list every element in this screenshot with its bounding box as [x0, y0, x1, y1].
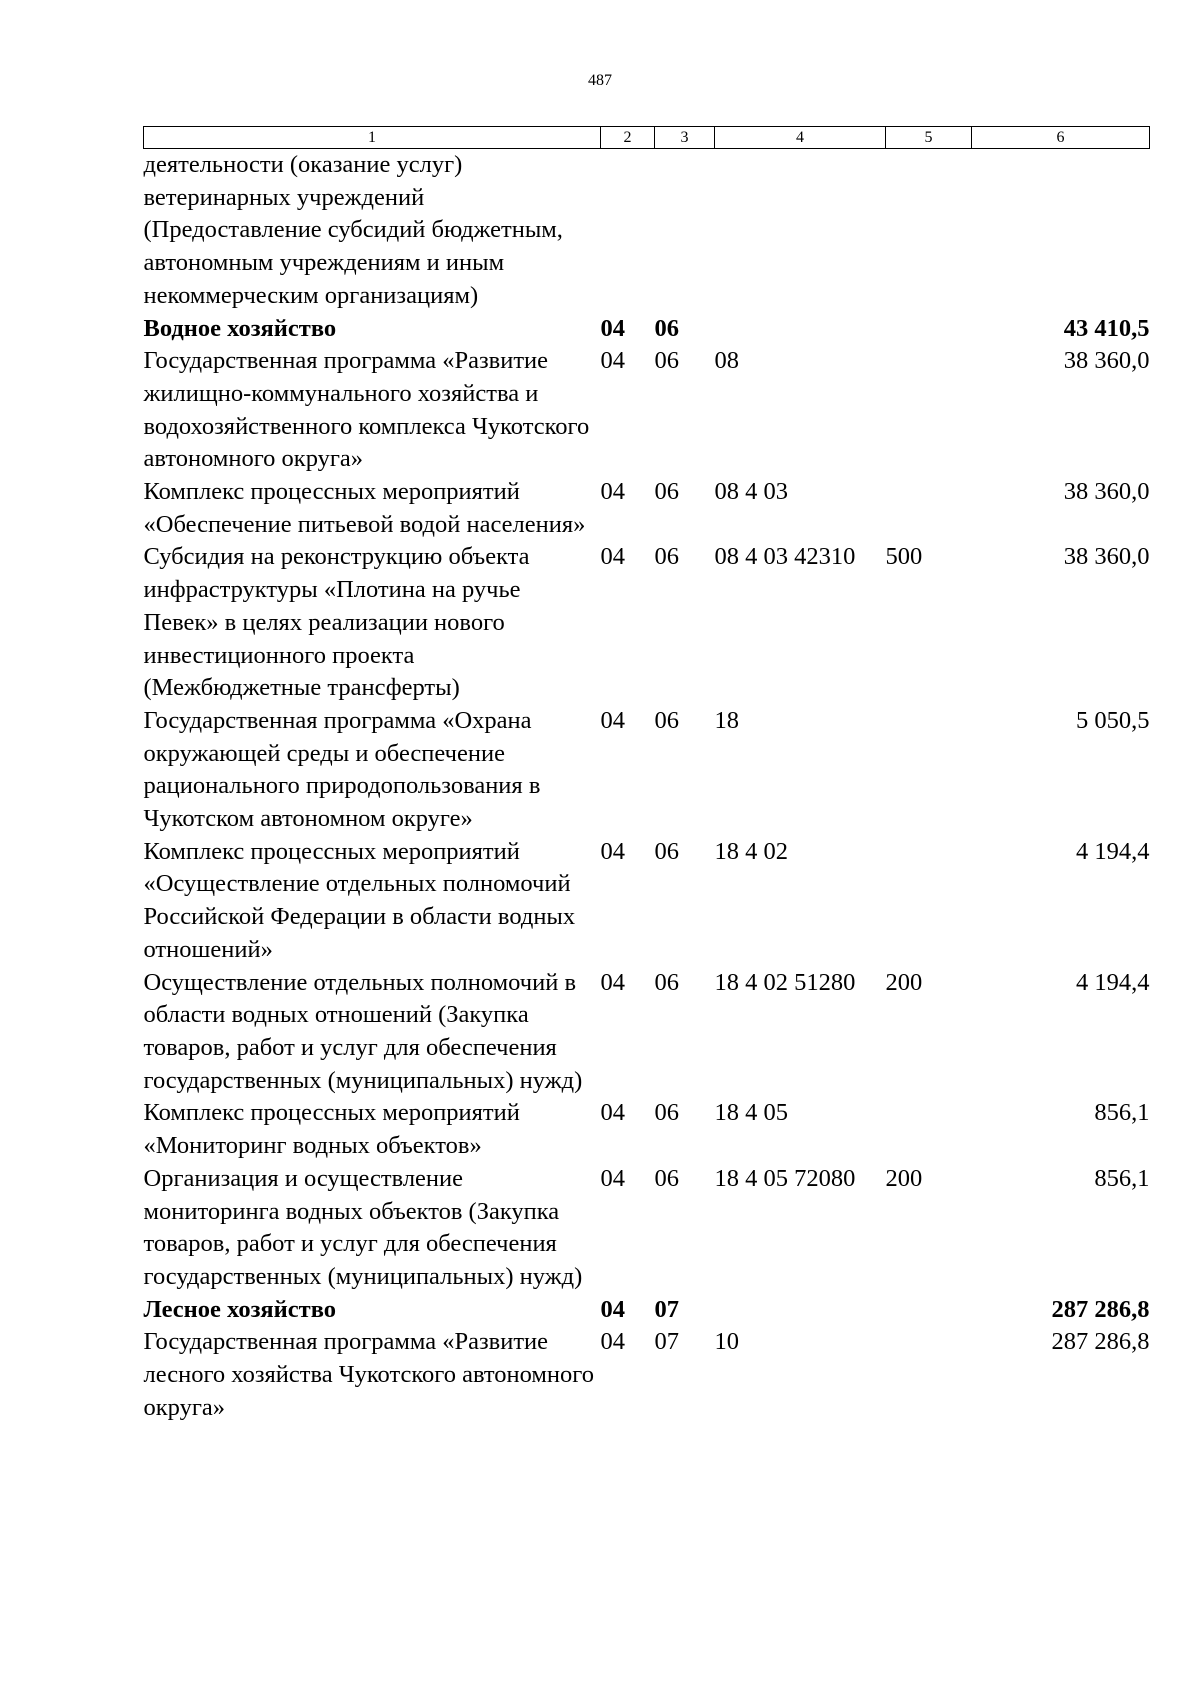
row-expense-type: 200 [885, 1164, 923, 1192]
row-subsection [655, 149, 715, 313]
row-section: 04 [600, 1164, 625, 1192]
row-name: Комплекс процессных мероприятий «Обеспечение питьевой водой населения» [143, 478, 586, 538]
row-expense-type [886, 1326, 972, 1424]
table-row [144, 705, 1150, 836]
column-header-name: 1 [144, 127, 601, 149]
row-amount: 38 360,0 [1063, 543, 1150, 571]
row-expense-type [886, 836, 972, 967]
row-expense-type [886, 313, 972, 346]
table-row [144, 476, 1150, 541]
row-section: 04 [600, 478, 625, 506]
column-header-pr: 3 [655, 127, 715, 149]
row-name: деятельности (оказание услуг) ветеринарных учреждений (Предоставление субсидий бюджетным, автономным учреждениям и иным некоммерческим организациям) [143, 151, 563, 309]
column-header-vr: 5 [886, 127, 972, 149]
row-target-article: 10 [714, 1328, 739, 1356]
row-expense-type [886, 345, 972, 476]
row-amount: 5 050,5 [1076, 706, 1150, 734]
row-name: Организация и осуществление мониторинга водных объектов (Закупка товаров, работ и услуг для обеспечения государственных (муниципальных) нужд) [143, 1164, 583, 1290]
row-amount: 38 360,0 [1063, 347, 1150, 375]
row-subsection: 06 [654, 478, 679, 506]
column-header-csr: 4 [715, 127, 886, 149]
row-subsection: 06 [654, 1164, 679, 1192]
row-section [601, 149, 655, 313]
row-target-article: 18 4 02 51280 [714, 968, 856, 996]
row-name: Водное хозяйство [143, 314, 337, 342]
column-header-rz: 2 [601, 127, 655, 149]
row-name: Субсидия на реконструкцию объекта инфраструктуры «Плотина на ручье Певек» в целях реализации нового инвестиционного проекта (Межбюджетные трансферты) [143, 543, 530, 702]
row-amount: 856,1 [1094, 1099, 1150, 1127]
budget-table [143, 126, 1150, 1424]
row-section: 04 [600, 837, 625, 865]
table-row [144, 836, 1150, 967]
row-subsection: 06 [654, 1099, 679, 1127]
row-name: Лесное хозяйство [143, 1295, 337, 1323]
row-section: 04 [600, 347, 625, 375]
row-name: Комплекс процессных мероприятий «Мониторинг водных объектов» [143, 1099, 520, 1160]
row-subsection: 06 [654, 968, 679, 996]
row-subsection: 06 [654, 314, 679, 342]
row-name: Осуществление отдельных полномочий в области водных отношений (Закупка товаров, работ и услуг для обеспечения государственных (муниципальных) нужд) [143, 968, 583, 1094]
column-number-header [144, 127, 1150, 149]
row-name: Государственная программа «Охрана окружающей среды и обеспечение рационального природопользования в Чукотском автономном округе» [143, 706, 541, 833]
table-row [144, 967, 1150, 1098]
row-subsection: 06 [654, 347, 679, 375]
table-row [144, 541, 1150, 705]
row-target-article [715, 1294, 886, 1327]
column-header-sum: 6 [972, 127, 1150, 149]
row-amount: 856,1 [1094, 1164, 1150, 1192]
row-section: 04 [600, 314, 625, 342]
table-row [144, 1097, 1150, 1162]
row-target-article [715, 313, 886, 346]
row-section: 04 [600, 1328, 625, 1356]
row-expense-type [886, 1097, 972, 1162]
row-expense-type [886, 705, 972, 836]
row-name: Государственная программа «Развитие жилищно-коммунального хозяйства и водохозяйственного комплекса Чукотского автономного округа» [143, 347, 590, 473]
row-amount: 4 194,4 [1076, 968, 1150, 996]
row-section: 04 [600, 1295, 625, 1323]
row-subsection: 06 [654, 706, 679, 734]
row-subsection: 07 [654, 1328, 679, 1356]
row-target-article: 08 4 03 42310 [714, 543, 856, 571]
section-row [144, 313, 1150, 346]
row-amount: 38 360,0 [1063, 478, 1150, 506]
row-subsection: 06 [654, 543, 679, 571]
row-amount: 4 194,4 [1076, 837, 1150, 865]
row-target-article [715, 149, 886, 313]
row-section: 04 [600, 1099, 625, 1127]
row-section: 04 [600, 543, 625, 571]
row-expense-type: 500 [885, 543, 923, 571]
row-target-article: 18 4 05 72080 [714, 1164, 856, 1192]
table-row [144, 1163, 1150, 1294]
row-amount [972, 149, 1150, 313]
row-target-article: 18 4 05 [714, 1099, 788, 1127]
row-name: Комплекс процессных мероприятий «Осуществление отдельных полномочий Российской Федерации в области водных отношений» [143, 837, 576, 963]
page-number: 487 [588, 72, 612, 89]
row-target-article: 18 4 02 [714, 837, 788, 865]
row-section: 04 [600, 706, 625, 734]
table-row [144, 345, 1150, 476]
row-subsection: 07 [654, 1295, 679, 1323]
row-expense-type [886, 476, 972, 541]
row-subsection: 06 [654, 837, 679, 865]
table-row [144, 149, 1150, 313]
row-expense-type [886, 1294, 972, 1327]
row-amount: 287 286,8 [1051, 1328, 1150, 1356]
row-amount: 43 410,5 [1063, 314, 1150, 342]
row-expense-type [886, 149, 972, 313]
row-amount: 287 286,8 [1051, 1295, 1150, 1323]
section-row [144, 1294, 1150, 1327]
row-target-article: 18 [714, 706, 739, 734]
table-row [144, 1326, 1150, 1424]
row-expense-type: 200 [885, 968, 923, 996]
row-name: Государственная программа «Развитие лесного хозяйства Чукотского автономного округа» [143, 1328, 594, 1421]
row-section: 04 [600, 968, 625, 996]
row-target-article: 08 [714, 347, 739, 375]
row-target-article: 08 4 03 [714, 478, 788, 506]
